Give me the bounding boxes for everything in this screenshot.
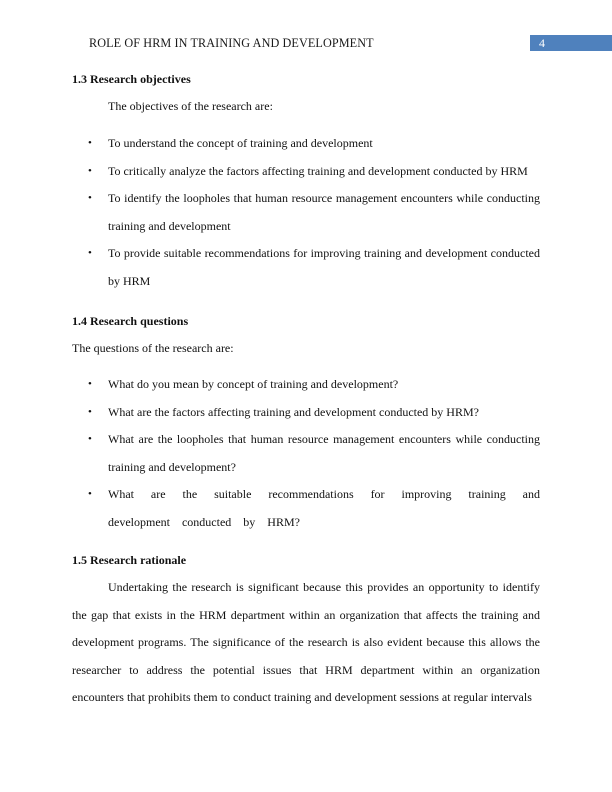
bullet-icon: • [88, 433, 92, 446]
header-title: ROLE OF HRM IN TRAINING AND DEVELOPMENT [89, 36, 374, 50]
bullet-icon: • [88, 137, 92, 149]
list-item-text: What are the factors affecting training and development conducted by HRM? [108, 404, 479, 419]
questions-intro: The questions of the research are: [72, 341, 234, 355]
objectives-intro: The objectives of the research are: [108, 99, 273, 113]
list-item-text: To critically analyze the factors affecting training and development conducted by HRM [108, 163, 528, 178]
list-item [72, 185, 540, 240]
list-item [72, 158, 540, 186]
list-item [72, 426, 540, 481]
bullet-icon: • [88, 378, 92, 390]
bullet-icon: • [88, 488, 92, 501]
list-item [72, 130, 540, 158]
section-heading-rationale: 1.5 Research rationale [72, 553, 187, 567]
list-item-text: What are the loopholes that human resource management encounters while conducting training and development? [108, 432, 540, 474]
bullet-icon: • [88, 405, 92, 418]
page-number-badge: 4 [530, 35, 612, 51]
list-item-text: What are the suitable recommendations for improving training and development conducted by HRM? [108, 487, 540, 529]
list-item-text: What do you mean by concept of training and development? [108, 377, 399, 391]
bullet-icon: • [88, 247, 92, 260]
rationale-paragraph: Undertaking the research is significant because this provides an opportunity to identify the gap that exists in the HRM department within an organization that affects the training and development programs. The significance of the research is also evident because this allows the researcher to address the potential issues that HRM department within an organization encounters that prohibits them to conduct training and development sessions at regular intervals [72, 580, 540, 705]
list-item [72, 371, 540, 399]
objectives-list [72, 130, 540, 296]
bullet-icon: • [88, 192, 92, 205]
list-item-text: To identify the loopholes that human resource management encounters while conducting training and development [108, 191, 540, 233]
list-item-text: To provide suitable recommendations for improving training and development conducted by HRM [108, 246, 540, 288]
questions-list [72, 371, 540, 537]
section-heading-questions: 1.4 Research questions [72, 314, 189, 328]
section-heading-objectives: 1.3 Research objectives [72, 72, 191, 86]
list-item-text: To understand the concept of training and development [108, 136, 373, 150]
list-item [72, 240, 540, 295]
bullet-icon: • [88, 164, 92, 177]
list-item [72, 399, 540, 427]
list-item [72, 481, 540, 536]
